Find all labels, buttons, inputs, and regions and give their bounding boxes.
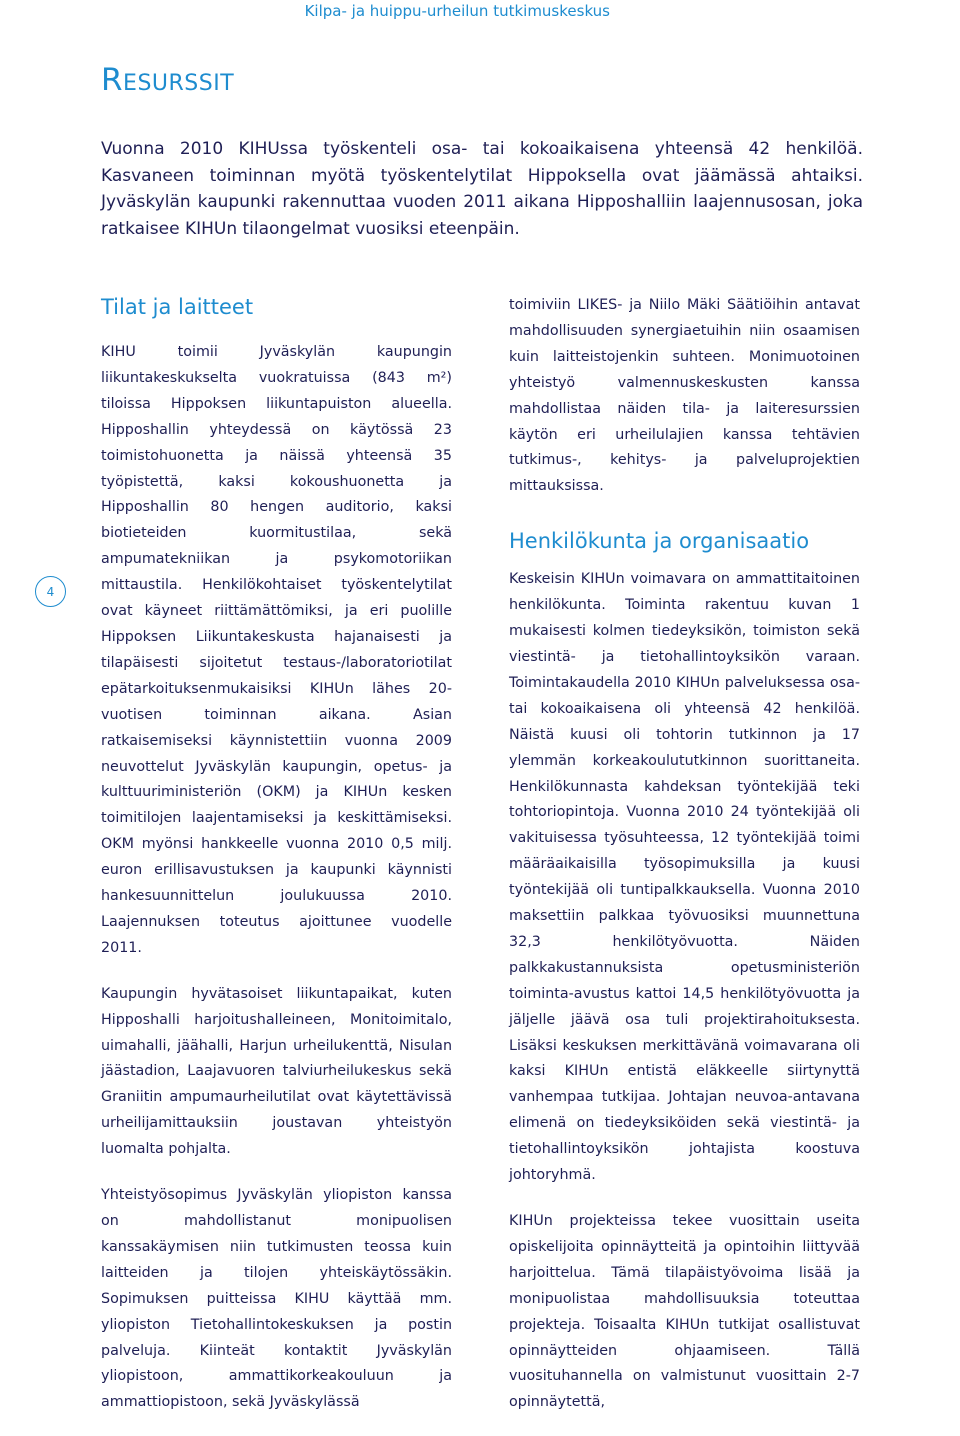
intro-paragraph: Vuonna 2010 KIHUssa työskenteli osa- tai kokoaikaisena yhteensä 42 henkilöä. Kasvaneen toiminnan myötä työskentelytilat Hippoksella ovat jäämässä ahtaiksi. Jyväskylän kaupunki rakennuttaa vuoden 2011 aikana Hipposhalliin laajennusosan, joka ratkaisee KIHUn tilaongelmat vuosiksi eteenpäin.: [101, 139, 863, 239]
facilities-paragraph-2: Kaupungin hyvätasoiset liikuntapaikat, kuten Hipposhalli harjoitushalleineen, Monitoimitalo, uimahalli, jäähalli, Harjun urheilukenttä, Nisulan jäästadion, Laajavuoren talviurheilukeskus sekä Graniitin ampumaurheilutilat ovat käytettävissä urheilijamittauksiin joustavan yhteistyön luomalta pohjalta.: [101, 985, 452, 1158]
personnel-paragraph-2: KIHUn projekteissa tekee vuosittain useita opiskelijoita opinnäytteitä ja opintoihin liittyvää harjoittelua. Tämä tilapäistyövoima lisää ja monipuolistaa mahdollisuuksia toteuttaa projekteja. Toisaalta KIHUn tutkijat osallistuvat opinnäytteiden ohjaamiseen. Tällä vuosituhannella on valmistunut vuosittain 2-7 opinnäytettä,: [509, 1213, 860, 1411]
page-number-badge: [35, 576, 66, 607]
section-heading-personnel: Henkilökunta ja organisaatio: [509, 529, 810, 554]
page-title: Resurssit: [101, 62, 235, 98]
running-header: Kilpa- ja huippu-urheilun tutkimuskeskus: [304, 2, 610, 20]
facilities-paragraph-1: KIHU toimii Jyväskylän kaupungin liikuntakeskukselta vuokratuissa (843 m²) tiloissa Hippoksen liikuntapuiston alueella. Hipposhallin yhteydessä on käytössä 23 toimistohuonetta ja näissä yhteensä 35 työpistettä, kaksi kokoushuonetta ja Hipposhallin 80 hengen auditorio, kaksi biotieteiden kuormitustilaa, sekä ampumatekniikan ja psykomotoriikan mittaustila. Henkilökohtaiset työskentelytilat ovat käyneet riittämättömiksi, ja eri puolille Hippoksen Liikuntakeskusta hajanaisesti ja tilapäisesti sijoitetut testaus-/laboratoriotilat epätarkoituksenmukaisiksi KIHUn lähes 20-vuotisen toiminnan aikana. Asian ratkaisemiseksi käynnistettiin vuonna 2009 neuvottelut Jyväskylän kaupungin, opetus- ja kulttuuriministeriön (OKM) ja KIHUn kesken toimitilojen laajentamiseksi ja keskittämiseksi. OKM myönsi hankkeelle vuonna 2010 0,5 milj. euron erillisavustuksen ja kaupunki käynnisti hankesuunnittelun joulukuussa 2010. Laajennuksen toteutus ajoittunee vuodelle 2011.: [101, 344, 452, 956]
facilities-paragraph-3: Yhteistyösopimus Jyväskylän yliopiston kanssa on mahdollistanut monipuolisen kanssakäymisen niin tutkimusten teossa kuin laitteiden ja tilojen yhteiskäytössäkin. Sopimuksen puitteissa KIHU käyttää mm. yliopiston Tietohallintokeskuksen ja postin palveluja. Kiinteät kontaktit Jyväskylän yliopistoon, ammattikorkeakouluun ja ammattiopistoon, sekä Jyväskylässä: [101, 1187, 452, 1411]
right-column: [509, 293, 860, 1436]
personnel-paragraph-1: Keskeisin KIHUn voimavara on ammattitaitoinen henkilökunta. Toiminta rakentuu kuvan 1 mukaisesti kolmen tiedeyksikön, toimiston sekä viestintä- ja tietohallintoyksikön varaan. Toimintakaudella 2010 KIHUn palveluksessa osa- tai kokoaikaisena oli yhteensä 42 henkilöä. Näistä kuusi oli tohtorin tutkinnon ja 17 ylemmän korkeakoulututkinnon suorittaneita. Henkilökunnasta kahdeksan työntekijää teki tohtoriopintoja. Vuonna 2010 24 työntekijää oli vakituisessa työsuhteessa, 12 työntekijää toimi määräaikaisilla työsopimuksilla ja kuusi työntekijää oli tuntipalkkauksella. Vuonna 2010 maksettiin palkkaa työvuosiksi muunnettuna 32,3 henkilötyövuotta. Näiden palkkakustannuksista opetusministeriön toiminta-avustus kattoi 14,5 henkilötyövuotta ja jäljelle jäävä osa tuli projektirahoituksesta. Lisäksi keskuksen merkittävänä voimavarana oli kaksi KIHUn entistä eläkkeelle siirtynyttä vanhempaa tutkijaa. Johtajan neuvoa-antavana elimenä on tiedeyksiköiden sekä viestintä- ja tietohallintoyksikön johtajista koostuva johtoryhmä.: [509, 571, 860, 1184]
left-column: [101, 340, 452, 1436]
facilities-paragraph-continued: toimiviin LIKES- ja Niilo Mäki Säätiöihin antavat mahdollisuuden synergiaetuihin niin osaamisen kuin laitteistojenkin suhteen. Monimuotoinen yhteistyö valmennuskeskusten kanssa mahdollistaa näiden tila- ja laiteresurssien käytön eri urheilulajien kanssa tehtävien tutkimus-, kehitys- ja palveluprojektien mittauksissa.: [509, 297, 860, 495]
section-heading-facilities: Tilat ja laitteet: [101, 295, 254, 319]
page-number: 4: [46, 584, 55, 599]
